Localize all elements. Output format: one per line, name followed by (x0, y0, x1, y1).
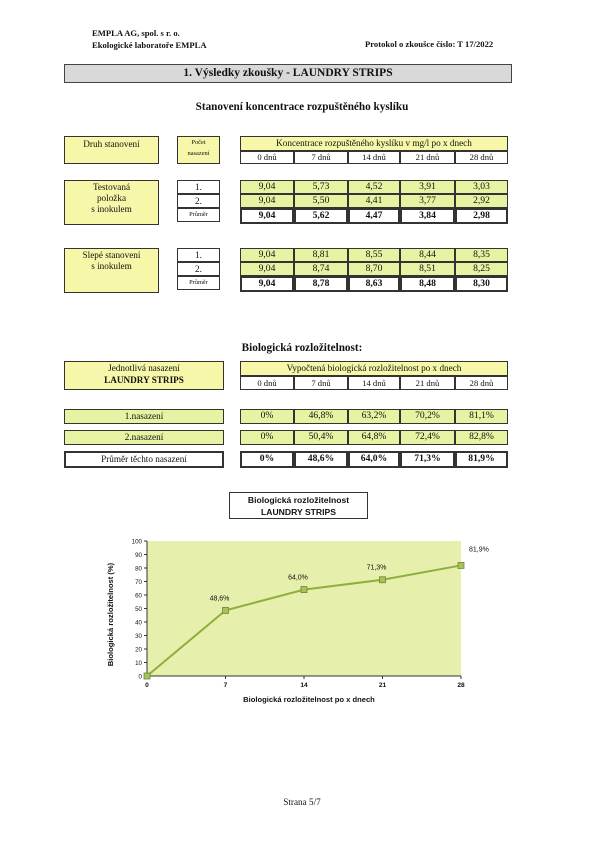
col-type-header: Druh stanovení (64, 136, 159, 164)
bio-left-line2: LAUNDRY STRIPS (104, 375, 184, 385)
data-label: 64,0% (288, 574, 308, 582)
y-tick-label: 50 (135, 605, 142, 613)
oxygen-value: 3,03 (455, 180, 508, 194)
oxygen-value: 8,63 (348, 276, 400, 292)
company-name: EMPLA AG, spol. s r. o. (92, 28, 180, 38)
oxygen-value: 9,04 (240, 180, 294, 194)
bio-day-header: 0 dnů (240, 376, 294, 390)
data-label: 48,6% (209, 595, 230, 603)
lab-name: Ekologické laboratoře EMPLA (92, 40, 207, 50)
oxygen-value: 8,81 (294, 248, 348, 262)
oxygen-value: 5,62 (294, 208, 348, 224)
y-tick-label: 40 (135, 619, 142, 627)
oxygen-value: 9,04 (240, 248, 294, 262)
oxygen-value: 4,47 (348, 208, 400, 224)
oxygen-day-header: 0 dnů (240, 151, 294, 164)
oxygen-value: 4,52 (348, 180, 400, 194)
bio-value: 72,4% (400, 430, 455, 445)
oxygen-day-header: 14 dnů (348, 151, 400, 164)
col-conc-header: Koncentrace rozpuštěného kyslíku v mg/l po x dnech (240, 136, 508, 151)
bio-value: 70,2% (400, 409, 455, 424)
data-point (144, 673, 150, 679)
bio-row-label: 1.nasazení (64, 409, 224, 424)
oxygen-value: 9,04 (240, 262, 294, 276)
plot-area (147, 541, 461, 676)
x-tick-label: 0 (145, 682, 149, 689)
oxygen-value: 4,41 (348, 194, 400, 208)
oxygen-value: 8,78 (294, 276, 348, 292)
data-label: 81,9% (469, 546, 489, 554)
oxygen-day-header: 21 dnů (400, 151, 455, 164)
y-tick-label: 20 (135, 646, 142, 654)
bio-value: 0% (240, 451, 294, 468)
oxygen-row-label: 1. (177, 180, 220, 194)
x-tick-label: 14 (300, 682, 308, 689)
bio-value: 71,3% (400, 451, 455, 468)
bio-value: 64,8% (348, 430, 400, 445)
oxygen-value: 9,04 (240, 194, 294, 208)
col-count-line1: Počet (191, 139, 206, 146)
protocol-number: Protokol o zkoušce číslo: T 17/2022 (365, 39, 494, 49)
x-tick-label: 28 (457, 682, 465, 689)
oxygen-row-label: 2. (177, 194, 220, 208)
y-axis-label: Biologická rozložitelnost (%) (106, 562, 115, 667)
oxygen-value: 3,77 (400, 194, 455, 208)
oxygen-title: Stanovení koncentrace rozpuštěného kyslíku (195, 101, 409, 113)
section-title: 1. Výsledky zkoušky - LAUNDRY STRIPS (64, 64, 512, 83)
chart-title: Biologická rozložitelnost (247, 495, 350, 505)
bio-value: 50,4% (294, 430, 348, 445)
oxygen-value: 3,84 (400, 208, 455, 224)
y-tick-label: 80 (135, 565, 142, 573)
bio-value: 46,8% (294, 409, 348, 424)
y-tick-label: 90 (135, 551, 142, 559)
oxygen-row-label: Průměr (177, 276, 220, 290)
bio-value: 0% (240, 430, 294, 445)
x-tick-label: 21 (378, 682, 387, 689)
y-tick-label: 60 (135, 592, 142, 600)
oxygen-value: 2,98 (455, 208, 508, 224)
data-point (458, 562, 464, 568)
col-count-line2: nasazení (187, 150, 210, 157)
oxygen-value: 8,25 (455, 262, 508, 276)
oxygen-value: 8,44 (400, 248, 455, 262)
bio-day-header: 14 dnů (348, 376, 400, 390)
oxygen-row-label: Průměr (177, 208, 220, 222)
y-tick-label: 100 (131, 538, 142, 546)
data-label: 71,3% (366, 564, 387, 572)
oxygen-row-label: 2. (177, 262, 220, 276)
oxygen-value: 8,74 (294, 262, 348, 276)
oxygen-value: 3,91 (400, 180, 455, 194)
oxygen-day-header: 7 dnů (294, 151, 348, 164)
bio-day-header: 28 dnů (455, 376, 508, 390)
oxygen-value: 2,92 (455, 194, 508, 208)
page-footer: Strana 5/7 (283, 797, 321, 807)
bio-row-label: Průměr těchto nasazení (64, 451, 224, 468)
oxygen-group-name-line: s inokulem (91, 261, 132, 271)
bio-day-header: 7 dnů (294, 376, 348, 390)
oxygen-value: 5,50 (294, 194, 348, 208)
oxygen-value: 8,70 (348, 262, 400, 276)
oxygen-day-header: 28 dnů (455, 151, 508, 164)
oxygen-row-label: 1. (177, 248, 220, 262)
data-point (380, 577, 386, 583)
bio-value: 64,0% (348, 451, 400, 468)
oxygen-value: 8,30 (455, 276, 508, 292)
x-axis-label: Biologická rozložitelnost po x dnech (243, 695, 375, 704)
bio-left-line1: Jednotlivá nasazení (108, 363, 180, 373)
y-tick-label: 0 (138, 673, 142, 681)
oxygen-group-name-line: Slepé stanovení (82, 250, 141, 260)
oxygen-value: 5,73 (294, 180, 348, 194)
bio-day-header: 21 dnů (400, 376, 455, 390)
y-tick-label: 30 (135, 632, 142, 640)
bio-value: 48,6% (294, 451, 348, 468)
bio-value: 81,1% (455, 409, 508, 424)
x-tick-label: 7 (223, 682, 228, 689)
oxygen-value: 8,35 (455, 248, 508, 262)
bio-value: 81,9% (455, 451, 508, 468)
data-point (301, 587, 307, 593)
oxygen-value: 8,55 (348, 248, 400, 262)
bio-value: 0% (240, 409, 294, 424)
oxygen-group-name-line: s inokulem (91, 204, 132, 214)
y-tick-label: 70 (135, 578, 142, 586)
bio-value: 82,8% (455, 430, 508, 445)
data-point (223, 607, 229, 613)
bio-right-header: Vypočtená biologická rozložitelnost po x dnech (240, 361, 508, 376)
oxygen-group-name-line: položka (96, 193, 127, 203)
bio-row-label: 2.nasazení (64, 430, 224, 445)
oxygen-group-name-line: Testovaná (92, 182, 131, 192)
oxygen-value: 8,48 (400, 276, 455, 292)
bio-value: 63,2% (348, 409, 400, 424)
y-tick-label: 10 (135, 659, 142, 667)
bio-title: Biologická rozložitelnost: (241, 342, 363, 354)
oxygen-value: 8,51 (400, 262, 455, 276)
oxygen-value: 9,04 (240, 276, 294, 292)
oxygen-value: 9,04 (240, 208, 294, 224)
chart-subtitle: LAUNDRY STRIPS (261, 507, 336, 517)
